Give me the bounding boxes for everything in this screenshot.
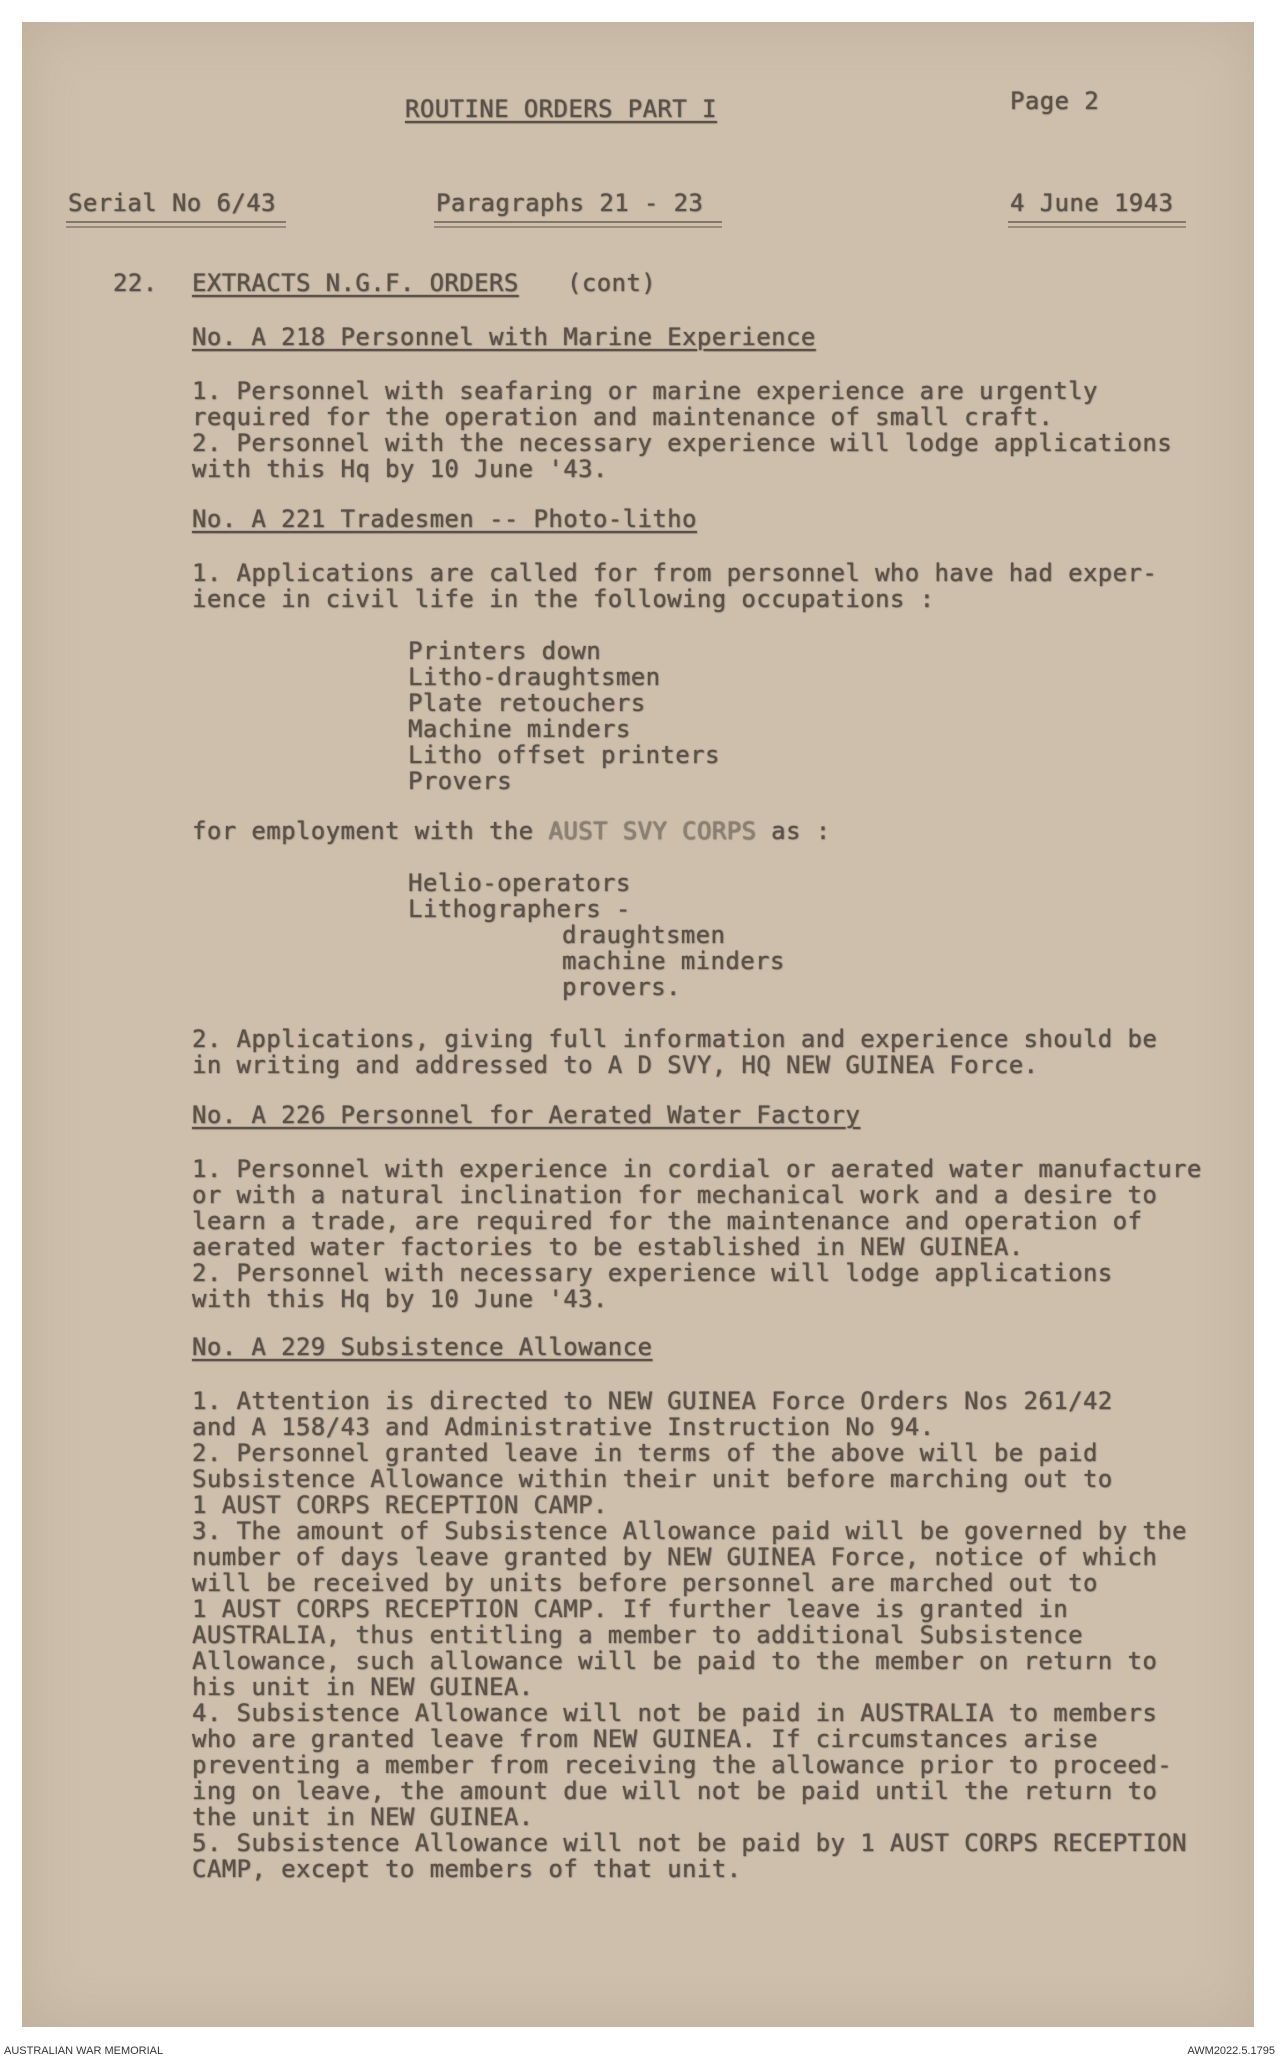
order-a229-line: who are granted leave from NEW GUINEA. If circumstances arise bbox=[192, 1725, 1098, 1753]
header-rule-left-2 bbox=[66, 226, 286, 228]
order-a226-line: 2. Personnel with necessary experience will lodge applications bbox=[192, 1259, 1113, 1287]
serial-number: Serial No 6/43 bbox=[68, 189, 276, 217]
occupation-item: Provers bbox=[408, 767, 512, 795]
order-a218-body bbox=[192, 378, 1232, 482]
occupation-list bbox=[408, 638, 720, 794]
subrole-item: machine minders bbox=[562, 947, 785, 975]
order-a229-line: his unit in NEW GUINEA. bbox=[192, 1673, 534, 1701]
order-a229-line: number of days leave granted by NEW GUINEA Force, notice of which bbox=[192, 1543, 1158, 1571]
order-a218-heading: No. A 218 Personnel with Marine Experience bbox=[192, 323, 816, 351]
order-a221-heading: No. A 221 Tradesmen -- Photo-litho bbox=[192, 505, 697, 533]
order-a226-heading: No. A 226 Personnel for Aerated Water Factory bbox=[192, 1101, 861, 1129]
page-number: Page 2 bbox=[1010, 87, 1100, 115]
order-a221-line: ience in civil life in the following occupations : bbox=[192, 585, 935, 613]
order-a229-line: will be received by units before personnel are marched out to bbox=[192, 1569, 1098, 1597]
subrole-item: draughtsmen bbox=[562, 921, 726, 949]
order-a229-line: 5. Subsistence Allowance will not be paid by 1 AUST CORPS RECEPTION bbox=[192, 1829, 1187, 1857]
order-a221-intro bbox=[192, 560, 1232, 612]
occupation-item: Litho offset printers bbox=[408, 741, 720, 769]
order-a229-line: 1. Attention is directed to NEW GUINEA Force Orders Nos 261/42 bbox=[192, 1387, 1113, 1415]
order-a221-line: 1. Applications are called for from personnel who have had exper- bbox=[192, 559, 1158, 587]
occupation-item: Plate retouchers bbox=[408, 689, 646, 717]
order-a229-line: 4. Subsistence Allowance will not be paid in AUSTRALIA to members bbox=[192, 1699, 1158, 1727]
section-title: EXTRACTS N.G.F. ORDERS bbox=[192, 269, 519, 297]
order-a229-line: 2. Personnel granted leave in terms of the above will be paid bbox=[192, 1439, 1098, 1467]
order-a229-line: Allowance, such allowance will be paid to the member on return to bbox=[192, 1647, 1158, 1675]
document-page bbox=[22, 22, 1254, 2027]
section-cont: (cont) bbox=[567, 269, 657, 297]
employment-suffix: as : bbox=[771, 817, 831, 845]
order-a229-line: CAMP, except to members of that unit. bbox=[192, 1855, 742, 1883]
occupation-item: Litho-draughtsmen bbox=[408, 663, 661, 691]
footer-credit: AUSTRALIAN WAR MEMORIAL bbox=[4, 2045, 164, 2057]
employment-line bbox=[192, 818, 831, 844]
order-a218-line: 1. Personnel with seafaring or marine experience are urgently bbox=[192, 377, 1098, 405]
subrole-list bbox=[562, 922, 785, 1000]
order-a229-line: and A 158/43 and Administrative Instruction No 94. bbox=[192, 1413, 935, 1441]
order-a221-closing bbox=[192, 1026, 1232, 1078]
order-a226-line: with this Hq by 10 June '43. bbox=[192, 1285, 608, 1313]
header-rule-center bbox=[434, 221, 722, 223]
order-a229-line: 1 AUST CORPS RECEPTION CAMP. If further leave is granted in bbox=[192, 1595, 1069, 1623]
order-a221-line: 2. Applications, giving full information and experience should be bbox=[192, 1025, 1158, 1053]
occupation-item: Printers down bbox=[408, 637, 602, 665]
header-rule-center-2 bbox=[434, 226, 722, 228]
header-rule-right bbox=[1008, 221, 1186, 223]
order-a226-line: 1. Personnel with experience in cordial or aerated water manufacture bbox=[192, 1155, 1202, 1183]
order-a229-line: Subsistence Allowance within their unit before marching out to bbox=[192, 1465, 1113, 1493]
order-a218-line: with this Hq by 10 June '43. bbox=[192, 455, 608, 483]
employment-corps: AUST SVY CORPS bbox=[548, 817, 757, 845]
paragraph-range: Paragraphs 21 - 23 bbox=[436, 189, 704, 217]
document-title: ROUTINE ORDERS PART I bbox=[405, 95, 717, 123]
order-a229-heading: No. A 229 Subsistence Allowance bbox=[192, 1333, 653, 1361]
role-list bbox=[408, 870, 631, 922]
order-a229-line: 1 AUST CORPS RECEPTION CAMP. bbox=[192, 1491, 608, 1519]
occupation-item: Machine minders bbox=[408, 715, 631, 743]
order-a226-line: learn a trade, are required for the maintenance and operation of bbox=[192, 1207, 1143, 1235]
subrole-item: provers. bbox=[562, 973, 681, 1001]
order-a229-line: AUSTRALIA, thus entitling a member to additional Subsistence bbox=[192, 1621, 1083, 1649]
document-date: 4 June 1943 bbox=[1010, 189, 1174, 217]
order-a226-line: aerated water factories to be established in NEW GUINEA. bbox=[192, 1233, 1024, 1261]
order-a229-line: ing on leave, the amount due will not be paid until the return to bbox=[192, 1777, 1158, 1805]
header-rule-left bbox=[66, 221, 286, 223]
order-a229-line: 3. The amount of Subsistence Allowance paid will be governed by the bbox=[192, 1517, 1187, 1545]
order-a218-line: required for the operation and maintenance of small craft. bbox=[192, 403, 1054, 431]
order-a229-body bbox=[192, 1388, 1232, 1882]
section-number: 22. bbox=[113, 269, 158, 297]
order-a229-line: the unit in NEW GUINEA. bbox=[192, 1803, 534, 1831]
footer-accession: AWM2022.5.1795 bbox=[1187, 2045, 1275, 2057]
employment-prefix: for employment with the bbox=[192, 817, 534, 845]
order-a221-line: in writing and addressed to A D SVY, HQ NEW GUINEA Force. bbox=[192, 1051, 1039, 1079]
order-a226-body bbox=[192, 1156, 1232, 1312]
order-a218-line: 2. Personnel with the necessary experience will lodge applications bbox=[192, 429, 1173, 457]
role-item: Helio-operators bbox=[408, 869, 631, 897]
header-rule-right-2 bbox=[1008, 226, 1186, 228]
role-item: Lithographers - bbox=[408, 895, 631, 923]
order-a229-line: preventing a member from receiving the allowance prior to proceed- bbox=[192, 1751, 1173, 1779]
order-a226-line: or with a natural inclination for mechanical work and a desire to bbox=[192, 1181, 1158, 1209]
